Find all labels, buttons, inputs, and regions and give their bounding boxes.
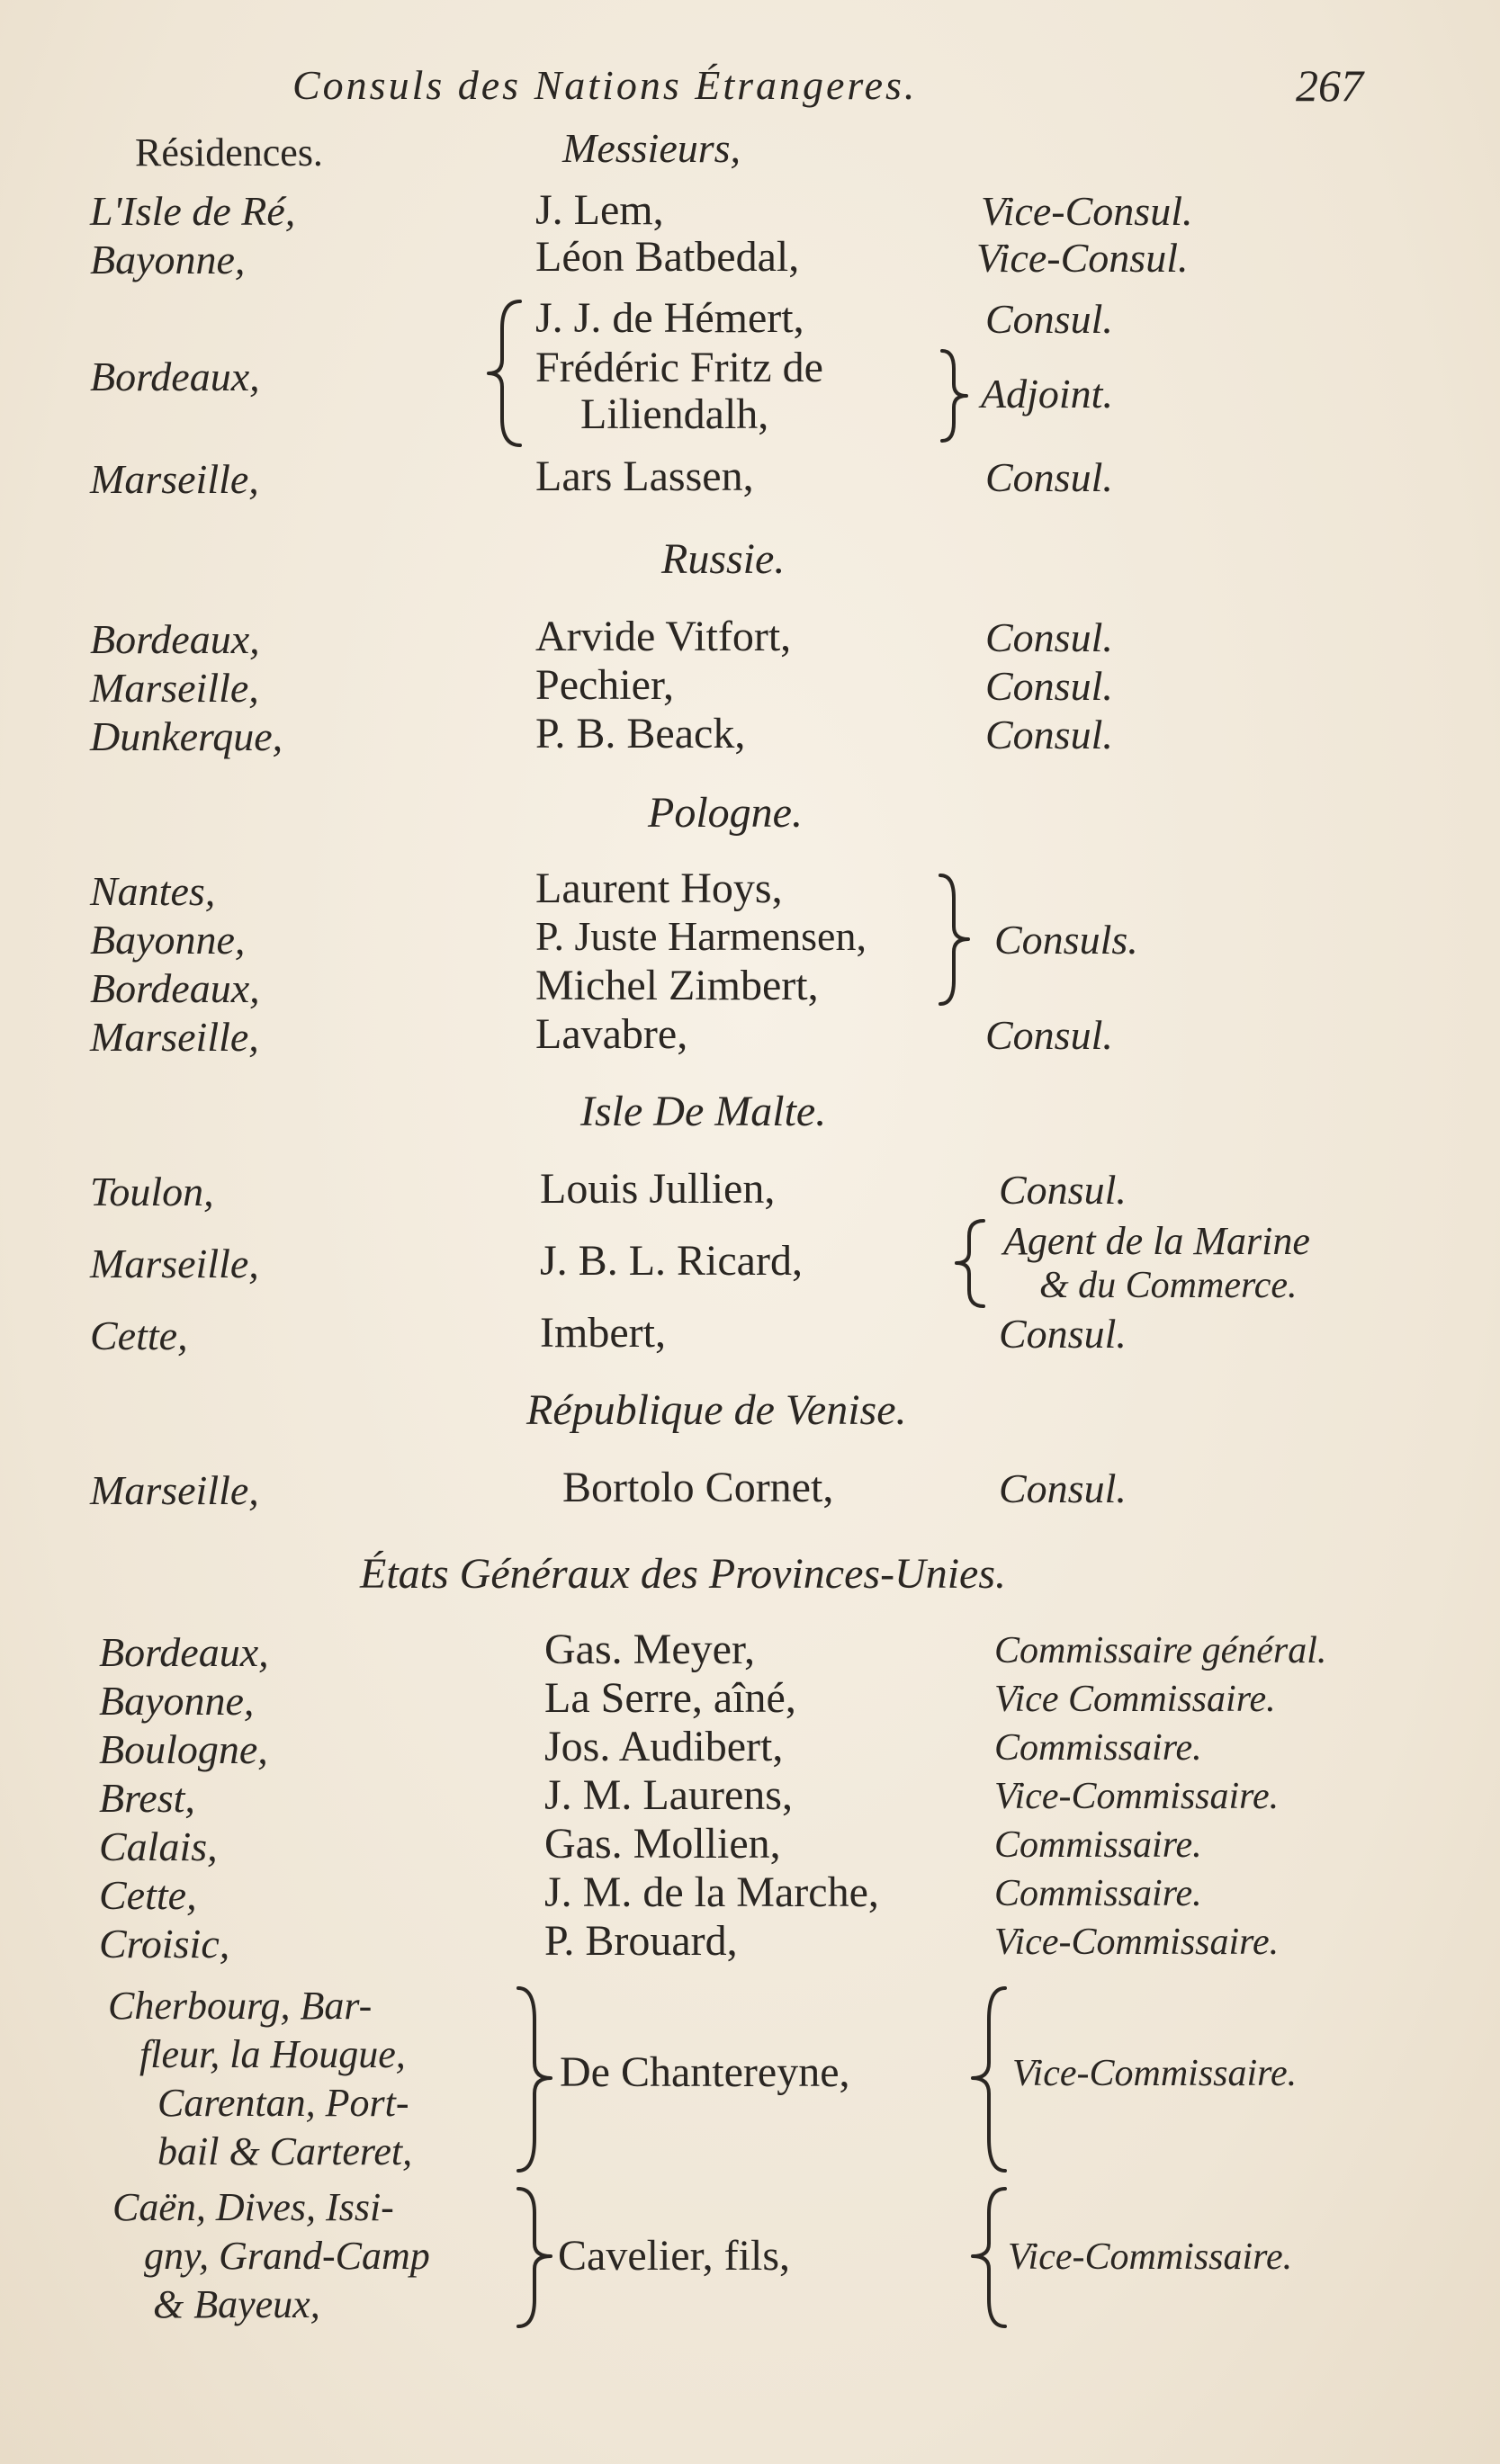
consul-name: Gas. Meyer, [544,1626,755,1673]
consul-name: Frédéric Fritz de [535,344,823,391]
consul-title: Consul. [985,712,1113,757]
consul-name: Liliendalh, [580,390,769,438]
consul-name: J. M. de la Marche, [544,1868,879,1916]
consul-title-line2: & du Commerce. [1039,1265,1298,1306]
residence: Bordeaux, [90,965,260,1011]
left-brace [967,2184,1012,2333]
consul-title: Vice Commissaire. [994,1679,1276,1720]
residence: gny, Grand-Camp [144,2234,430,2278]
consul-title: Consul. [985,1012,1113,1058]
consul-title: Commissaire. [994,1824,1202,1866]
consul-name: La Serre, aîné, [544,1674,796,1722]
residence: Marseille, [90,456,259,502]
residence: & Bayeux, [153,2282,320,2326]
residence: Marseille, [90,665,259,711]
consul-name: De Chantereyne, [560,2048,850,2096]
residence: Bordeaux, [99,1629,269,1675]
section-heading-malte: Isle De Malte. [580,1088,827,1135]
residence: Carentan, Port- [157,2081,409,2125]
page-number: 267 [1296,60,1363,111]
residence: fleur, la Hougue, [139,2032,406,2076]
consul-name: P. B. Beack, [535,710,746,757]
consul-name: Arvide Vitfort, [535,613,792,660]
section-heading-pologne: Pologne. [648,789,803,837]
left-brace [967,1984,1012,2177]
residence: Croisic, [99,1921,230,1967]
consul-name: Cavelier, fils, [558,2232,790,2280]
consul-title: Adjoint. [981,371,1113,417]
consul-name: Gas. Mollien, [544,1820,781,1868]
residence: Bordeaux, [90,354,260,399]
residence: Calais, [99,1823,218,1869]
residence: L'Isle de Ré, [90,188,296,234]
consul-title: Vice-Commissaire. [994,1776,1280,1817]
consul-title: Agent de la Marine [1003,1219,1310,1263]
consul-name: Léon Batbedal, [535,233,800,281]
left-brace [484,297,529,450]
consul-title: Vice-Consul. [976,235,1189,281]
consul-title: Consul. [999,1465,1127,1511]
right-brace [938,346,974,445]
residence: Cette, [90,1313,188,1358]
consul-title: Consul. [985,663,1113,709]
right-brace [511,1984,556,2177]
residence: bail & Carteret, [157,2129,413,2173]
consul-title: Consul. [985,454,1113,500]
left-brace [949,1216,990,1311]
right-brace [936,871,976,1010]
consul-name: Jos. Audibert, [544,1723,784,1770]
consul-title: Vice-Commissaire. [1008,2236,1293,2278]
consul-name: Imbert, [540,1309,666,1357]
consul-title: Consul. [985,296,1113,342]
consul-name: P. Brouard, [544,1917,738,1965]
consul-name: J. J. de Hémert, [535,294,804,342]
consul-title: Commissaire. [994,1727,1202,1769]
consul-title: Consul. [999,1311,1127,1357]
residence: Caën, Dives, Issi- [112,2185,394,2229]
consul-name: Bortolo Cornet, [562,1464,834,1511]
consul-name: Pechier, [535,661,675,709]
residence: Toulon, [90,1169,214,1214]
consul-name: Lars Lassen, [535,452,754,500]
consul-title: Commissaire général. [994,1630,1327,1671]
consul-title: Consul. [999,1167,1127,1213]
residence: Brest, [99,1775,195,1821]
residence: Marseille, [90,1241,259,1286]
consul-title: Vice-Commissaire. [1012,2053,1298,2094]
consul-name: Lavabre, [535,1010,688,1058]
residence: Marseille, [90,1467,259,1513]
column-heading-messieurs: Messieurs, [562,125,741,171]
consul-title: Commissaire. [994,1873,1202,1914]
consul-name: P. Juste Harmensen, [535,913,867,959]
consul-title: Vice-Consul. [981,188,1193,234]
section-heading-russie: Russie. [661,535,786,583]
residence: Bordeaux, [90,616,260,662]
residence: Bayonne, [99,1678,255,1724]
column-heading-residences: Résidences. [135,130,323,175]
section-heading-provinces-unies: États Généraux des Provinces-Unies. [360,1550,1007,1598]
residence: Bayonne, [90,237,246,282]
right-brace [511,2184,556,2333]
residence: Bayonne, [90,917,246,963]
section-heading-venise: République de Venise. [526,1386,907,1434]
residence: Dunkerque, [90,713,283,759]
residence: Boulogne, [99,1726,268,1772]
consul-name: Michel Zimbert, [535,962,819,1009]
consul-title: Vice-Commissaire. [994,1922,1280,1963]
residence: Cette, [99,1872,197,1918]
running-title: Consuls des Nations Étrangeres. [292,62,918,108]
consul-title: Consuls. [994,917,1138,963]
consul-name: J. B. L. Ricard, [540,1237,803,1285]
residence: Marseille, [90,1014,259,1060]
consul-title: Consul. [985,614,1113,660]
residence: Cherbourg, Bar- [108,1984,373,2028]
consul-name: J. Lem, [535,186,664,234]
consul-name: J. M. Laurens, [544,1771,793,1819]
consul-name: Louis Jullien, [540,1165,776,1213]
consul-name: Laurent Hoys, [535,865,783,912]
residence: Nantes, [90,868,216,914]
